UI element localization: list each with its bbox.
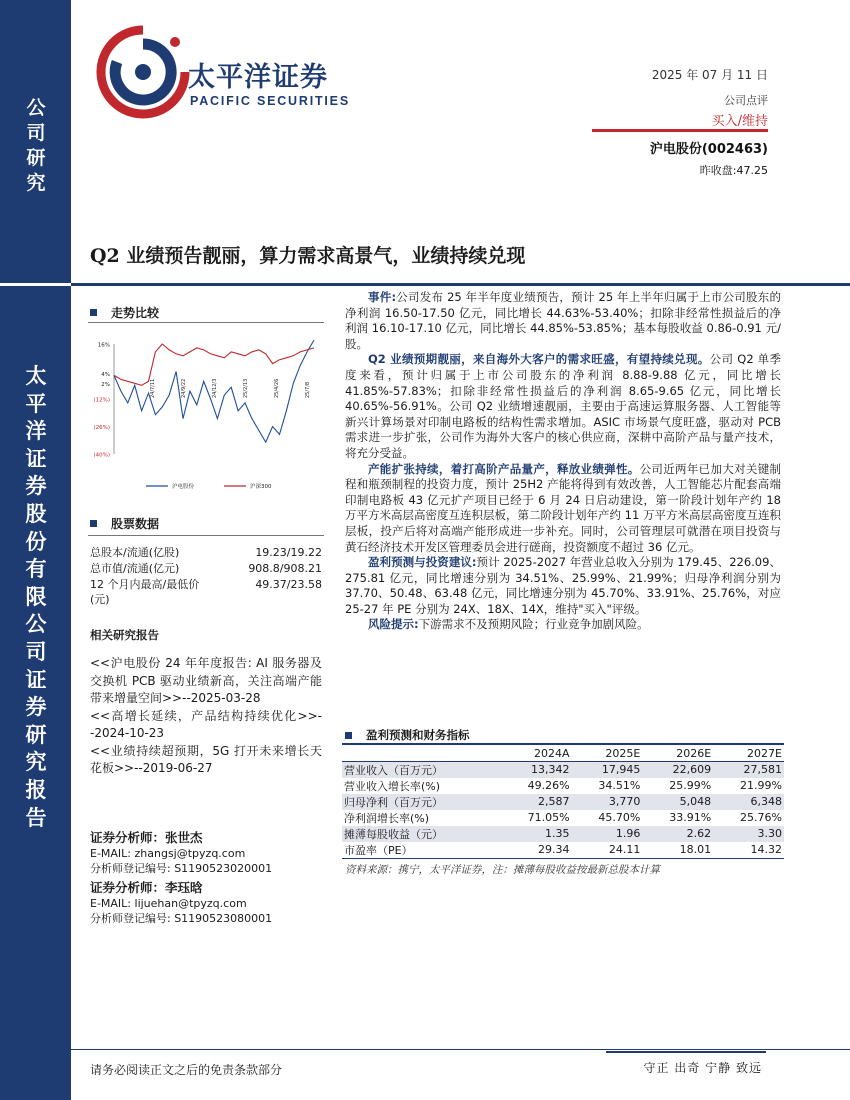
logo-name-en: PACIFIC SECURITIES (190, 94, 350, 108)
stock-data-value: 49.37/23.58 (255, 577, 322, 591)
rating-label: 买入/维持 (711, 114, 768, 129)
stock-data-row (90, 561, 322, 577)
table-cell: 22,609 (642, 761, 713, 778)
financials-row (342, 842, 784, 859)
row-label: 营业收入（百万元） (342, 761, 501, 778)
analyst-block (90, 830, 272, 877)
stock-data-key: 总市值/流通(亿元) (90, 561, 180, 575)
report-type: 公司点评 (724, 94, 768, 107)
paragraph-lead: 产能扩张持续，着打高阶产品量产，释放业绩弹性。 (368, 461, 640, 476)
stock-data-heading-text: 股票数据 (111, 517, 160, 531)
footer-disclaimer: 请务必阅读正文之后的免责条款部分 (90, 1063, 283, 1077)
column-header: 2026E (642, 746, 713, 761)
section-square-icon (345, 732, 352, 739)
y-tick-label: 16% (97, 342, 110, 349)
stock-data-key: 12 个月内最高/最低价 (90, 577, 200, 591)
table-cell: 3,770 (572, 794, 643, 810)
financials-heading-text: 盈利预测和财务指标 (366, 728, 470, 742)
table-cell: 29.34 (501, 842, 572, 859)
legend-label: 沪深300 (250, 484, 272, 490)
paragraph-text: 下游需求不及预期风险；行业竞争加剧风险。 (418, 617, 649, 632)
analyst-block (90, 880, 272, 927)
row-label: 摊薄每股收益（元） (342, 826, 501, 842)
table-cell: 25.76% (740, 811, 782, 825)
analyst-email[interactable]: E-MAIL: lijuehan@tpyzq.com (90, 896, 247, 910)
close-price: 昨收盘:47.25 (699, 164, 768, 177)
column-header: 2025E (572, 746, 643, 761)
paragraph-text: 公司近两年已加大对关键制程和瓶颈制程的投资力度，预计 25H2 产能将得到有效改善，人工智能芯片配套高端印制电路板 43 亿元扩产项目已经于 6 月 24 日启动建设，第一阶段计划年产约 18 万平方米高层高密度互连积层板，第二阶段计划年产约 11 万平方米高层高密度互连积层板，投产后将对高端产能形成进一步补充。同时，公司管理层可就潜在项目投资与黄石经济技术开发区管理委员会进行磋商，投资额度不超过 36 亿元。 (345, 461, 782, 554)
table-cell: 1.96 (572, 826, 643, 842)
related-report-link[interactable]: <<沪电股份 24 年年度报告: AI 服务器及交换机 PCB 驱动业绩新高，关注高端产能带来增量空间>>--2025-03-28 (90, 656, 322, 705)
analyst-reg-number: 分析师登记编号: S1190523020001 (90, 862, 273, 875)
company-logo-icon (93, 22, 193, 122)
table-cell: 5,048 (642, 794, 713, 810)
logo-name-cn: 太平洋证券 (188, 62, 328, 93)
paragraph-text: 预计 2025-2027 年营业总收入分别为 179.45、226.09、275.81 亿元，同比增速分别为 34.51%、25.99%、21.99%；归母净利润分别为 37.70、50.48、63.48 亿元，同比增速分别为 45.70%、33.91%、25.76%，对应 25-27 年 PE 分别为 24X、18X、14X，维持"买入"评级。 (345, 555, 781, 616)
table-cell: 2,587 (501, 794, 572, 810)
stock-data-row (90, 577, 322, 593)
related-reports-list (90, 655, 322, 778)
stock-data-key: (元) (90, 593, 110, 607)
stock-data-heading (90, 515, 159, 532)
paragraph-lead: 事件: (368, 290, 397, 304)
row-label: 市盈率（PE） (342, 842, 501, 859)
analyst-name: 证券分析师：张世杰 (90, 830, 203, 845)
column-header: 2027E (713, 746, 784, 761)
table-cell: 33.91% (669, 811, 712, 825)
trend-heading (90, 304, 159, 321)
financials-divider (342, 743, 784, 745)
sidebar-company-label: 太平洋证券股份有限公司证券研究报告 (25, 363, 47, 830)
financials-row (342, 778, 784, 794)
row-label: 归母净利（百万元） (342, 794, 501, 810)
financials-row (342, 810, 784, 826)
table-cell: 18.01 (642, 842, 713, 859)
body-paragraph-risk (345, 617, 781, 633)
financials-heading (345, 727, 470, 743)
body-paragraph-capacity (345, 462, 781, 556)
table-cell: 13,342 (501, 761, 572, 778)
related-report-link[interactable]: <<业绩持续超预期，5G 打开未来增长天花板>>--2019-06-27 (90, 743, 322, 775)
section-square-icon (90, 520, 97, 527)
table-cell: 17,945 (572, 761, 643, 778)
x-tick-label: 25/7/8 (305, 381, 311, 398)
legend-label: 沪电股份 (172, 484, 195, 490)
table-cell: 27,581 (713, 761, 784, 778)
rating-underline (592, 129, 768, 132)
trend-chart (88, 336, 324, 496)
table-cell: 6,348 (713, 794, 784, 810)
paragraph-lead: 风险提示: (368, 617, 419, 632)
footer-motto: 守正 出奇 宁静 致远 (643, 1061, 762, 1075)
analyst-reg-number: 分析师登记编号: S1190523080001 (90, 912, 273, 925)
table-cell: 3.30 (713, 826, 784, 842)
sidebar-section-label: 公司研究 (26, 97, 46, 194)
y-tick-label: (12%) (93, 397, 110, 404)
stock-data-row (90, 592, 322, 608)
financials-row (342, 826, 784, 842)
column-header: 2024A (501, 746, 572, 761)
financials-row (342, 761, 784, 778)
paragraph-lead: Q2 业绩预期靓丽，来自海外大客户的需求旺盛，有望持续兑现。 (368, 352, 710, 367)
report-body (345, 290, 781, 633)
y-tick-label: 2% (101, 382, 110, 388)
body-paragraph-q2 (345, 352, 781, 461)
y-tick-label: (26%) (93, 425, 110, 431)
table-cell: 49.26% (527, 779, 570, 793)
stock-name: 沪电股份(002463) (649, 142, 768, 157)
section-square-icon (90, 309, 97, 316)
report-title: Q2 业绩预告靓丽，算力需求高景气，业绩持续兑现 (90, 245, 526, 267)
trend-heading-text: 走势比较 (111, 306, 160, 320)
table-cell: 14.32 (713, 842, 784, 859)
analyst-name: 证券分析师：李珏晗 (90, 880, 203, 895)
table-cell: 34.51% (598, 779, 641, 793)
footer-divider (71, 1049, 850, 1050)
x-tick-label: 24/9/22 (181, 378, 187, 398)
stock-data-row (90, 545, 322, 561)
analyst-email[interactable]: E-MAIL: zhangsj@tpyzq.com (90, 846, 246, 860)
stock-data-value: 19.23/19.22 (255, 546, 322, 559)
financials-row (342, 794, 784, 810)
row-label: 净利润增长率(%) (344, 811, 430, 825)
row-label: 营业收入增长率(%) (344, 779, 441, 793)
title-divider (71, 283, 850, 286)
x-tick-label: 24/7/11 (150, 378, 156, 398)
table-cell: 21.99% (740, 779, 782, 793)
table-cell: 45.70% (598, 811, 641, 825)
financials-table (342, 746, 784, 859)
x-tick-label: 25/4/26 (274, 378, 280, 398)
related-report-link[interactable]: <<高增长延续，产品结构持续优化>>--2024-10-23 (90, 708, 322, 740)
body-paragraph-event (345, 290, 781, 352)
table-cell: 24.11 (572, 842, 643, 859)
table-cell: 25.99% (669, 779, 712, 793)
related-reports-heading: 相关研究报告 (90, 628, 159, 642)
stock-data-key: 总股本/流通(亿股) (90, 546, 180, 559)
y-tick-label: (40%) (93, 452, 110, 459)
x-tick-label: 24/12/3 (212, 378, 218, 398)
table-cell: 2.62 (642, 826, 713, 842)
y-tick-label: 4% (101, 372, 110, 379)
table-cell: 1.35 (501, 826, 572, 842)
body-paragraph-forecast (345, 555, 781, 617)
table-source-note: 资料来源：携宁，太平洋证券，注：摊薄每股收益按最新总股本计算 (345, 864, 660, 876)
report-date: 2025 年 07 月 11 日 (651, 68, 768, 82)
paragraph-text: 公司发布 25 年半年度业绩预告，预计 25 年上半年归属于上市公司股东的净利润 16.50-17.50 亿元，同比增长 44.63%-53.40%；扣除非经常性损益后的净利润 16.10-17.10 亿元，同比增长 44.85%-53.85%；基本每股收益 0.86-0.91 元/股。 (345, 290, 781, 351)
table-cell: 71.05% (527, 811, 570, 825)
stock-data-value: 908.8/908.21 (248, 561, 322, 575)
footer-motto-rule (606, 1051, 766, 1053)
paragraph-lead: 盈利预测与投资建议: (368, 555, 477, 570)
x-tick-label: 25/2/13 (243, 378, 249, 398)
trend-divider (88, 322, 324, 323)
stock-data-table (90, 545, 322, 608)
column-header (342, 746, 501, 761)
financials-header-row (342, 746, 784, 761)
paragraph-text: 公司 Q2 单季度来看，预计归属于上市公司股东的净利润 8.88-9.88 亿元，同比增长 41.85%-57.83%；扣除非经常性损益后的净利润 8.65-9.65 亿元，同比增长 40.65%-56.91%。公司 Q2 业绩增速靓丽，主要由于高速运算服务器、人工智能等新兴计算场景对印制电路板的结构性需求增加。ASIC 市场景气度旺盛，驱动对 PCB 需求进一步扩张，公司作为海外大客户的核心供应商，深耕中高阶产品与量产技术，将充分受益。 (345, 352, 781, 460)
stock-data-divider (88, 535, 324, 536)
